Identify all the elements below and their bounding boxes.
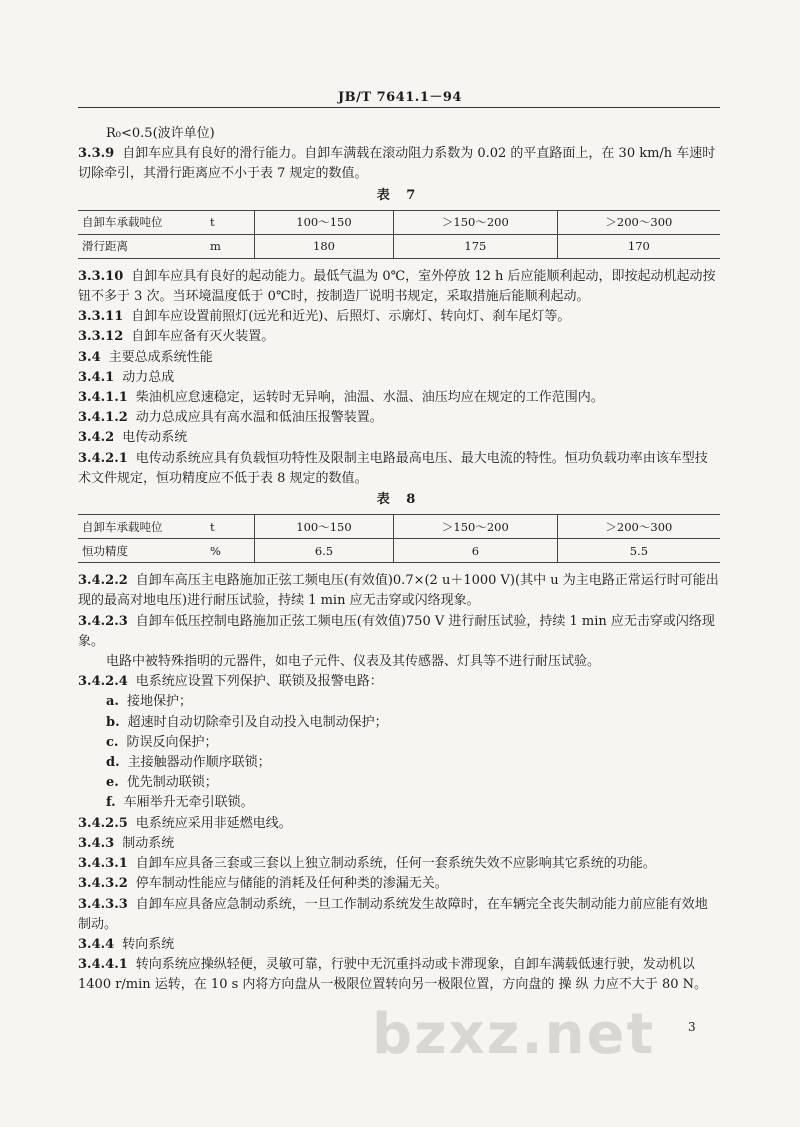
clause-number: 3.4.3.2	[78, 876, 128, 892]
row-label: 恒功精度	[78, 539, 206, 563]
standard-code-header: JB/T 7641.1－94	[338, 90, 462, 105]
clause-number: 3.4.4	[78, 936, 115, 952]
clause-number: 3.3.9	[78, 146, 115, 162]
table-cell: ＞150～200	[393, 515, 557, 539]
clause-paragraph	[78, 571, 720, 611]
row-label: 自卸车承载吨位	[78, 210, 206, 234]
table-cell: 100～150	[255, 210, 394, 234]
clause-text: R₀<0.5(波许单位)	[106, 126, 215, 141]
clause-text: 自卸车应具备应急制动系统，一旦工作制动系统发生故障时，在车辆完全丧失制动能力前应能有效地制动。	[78, 896, 708, 932]
clause-text: 自卸车应具备三套或三套以上独立制动系统，任何一套系统失效不应影响其它系统的功能。	[135, 856, 656, 872]
clause-text: 柴油机应怠速稳定，运转时无异响，油温、水温、油压均应在规定的工作范围内。	[135, 390, 604, 406]
list-item	[78, 713, 720, 733]
list-item	[78, 692, 720, 712]
clause-text: 自卸车应备有灭火装置。	[131, 329, 275, 345]
page-number: 3	[688, 1020, 696, 1034]
clause-paragraph	[78, 428, 720, 448]
clause-number: a.	[106, 694, 119, 710]
clause-text: 停车制动性能应与储能的消耗及任何种类的渗漏无关。	[135, 876, 448, 892]
clause-number: c.	[106, 734, 119, 750]
table-cell: 6	[393, 539, 557, 563]
document-body	[78, 124, 720, 996]
clause-text: 电路中被特殊指明的元器件，如电子元件、仪表及其传感器、灯具等不进行耐压试验。	[106, 654, 601, 670]
clause-paragraph	[78, 672, 720, 692]
clause-text: 防误反向保护；	[126, 734, 218, 750]
clause-number: 3.3.10	[78, 268, 124, 284]
table-title: 表 7	[376, 187, 422, 203]
clause-text: 转向系统	[122, 936, 175, 952]
clause-number: 3.4.4.1	[78, 957, 128, 973]
clause-number: 3.4.2.4	[78, 674, 128, 690]
clause-number: 3.4.2.3	[78, 613, 128, 629]
clause-number: 3.4.1.1	[78, 390, 128, 406]
clause-number: 3.3.11	[78, 309, 124, 325]
clause-paragraph	[78, 267, 720, 307]
clause-paragraph	[78, 854, 720, 874]
clause-number: 3.4.1	[78, 369, 115, 385]
data-table	[78, 514, 720, 563]
clause-number: 3.4.3.3	[78, 896, 128, 912]
table-cell: ＞150～200	[393, 210, 557, 234]
clause-paragraph	[78, 814, 720, 834]
clause-number: 3.4.2.2	[78, 573, 128, 589]
table-cell: 5.5	[557, 539, 720, 563]
clause-text: 自卸车低压控制电路施加正弦工频电压(有效值)750 V 进行耐压试验，持续 1 min 应无击穿或闪络现象。	[78, 613, 715, 649]
clause-text: 动力总成	[122, 369, 175, 385]
row-label: 自卸车承载吨位	[78, 515, 206, 539]
row-unit: t	[206, 210, 255, 234]
clause-paragraph	[78, 368, 720, 388]
list-item	[78, 793, 720, 813]
list-item	[78, 773, 720, 793]
clause-paragraph	[78, 144, 720, 184]
header-rule	[78, 107, 720, 108]
clause-text: 转向系统应操纵轻便，灵敏可靠，行驶中无沉重抖动或卡滞现象，自卸车满载低速行驶，发动机以 1400 r/min 运转，在 10 s 内将方向盘从一极限位置转向另一极限位置，方向盘的 操 纵 力应不大于 80 N。	[78, 957, 707, 993]
table-title: 表 8	[376, 492, 422, 508]
clause-number: 3.3.12	[78, 329, 124, 345]
clause-number: 3.4	[78, 349, 101, 365]
table-row	[78, 539, 720, 563]
table-cell: 6.5	[255, 539, 394, 563]
clause-number: 3.4.2.5	[78, 815, 128, 831]
table-cell: 175	[393, 234, 557, 258]
clause-text: 自卸车应具有良好的滑行能力。自卸车满载在滚动阻力系数为 0.02 的平直路面上，在 30 km/h 车速时切除牵引，其滑行距离应不小于表 7 规定的数值。	[78, 146, 716, 182]
clause-text: 制动系统	[122, 835, 175, 851]
clause-text: 电系统应设置下列保护、联锁及报警电路：	[135, 674, 383, 690]
clause-text: 接地保护；	[126, 694, 192, 710]
clause-number: e.	[106, 775, 119, 791]
clause-paragraph	[78, 612, 720, 652]
clause-number: 3.4.2.1	[78, 450, 128, 466]
clause-text: 自卸车高压主电路施加正弦工频电压(有效值)0.7×(2 u＋1000 V)(其中 u 为主电路正常运行时可能出现的最高对地电压)进行耐压试验，持续 1 min 应无击穿或闪络现象。	[78, 573, 719, 609]
table-row	[78, 210, 720, 234]
clause-paragraph	[78, 449, 720, 489]
clause-number: 3.4.2	[78, 430, 115, 446]
clause-paragraph	[78, 348, 720, 368]
clause-text: 电传动系统应具有负载恒功特性及限制主电路最高电压、最大电流的特性。恒功负载功率由该车型技术文件规定，恒功精度应不低于表 8 规定的数值。	[78, 450, 708, 486]
clause-text: 自卸车应设置前照灯(远光和近光)、后照灯、示廓灯、转向灯、刹车尾灯等。	[131, 309, 571, 325]
table-cell: 180	[255, 234, 394, 258]
clause-paragraph	[78, 935, 720, 955]
table-cell: ＞200～300	[557, 210, 720, 234]
clause-number: 3.4.1.2	[78, 410, 128, 426]
clause-text: 主要总成系统性能	[108, 349, 213, 365]
clause-paragraph	[78, 408, 720, 428]
data-table	[78, 210, 720, 259]
clause-paragraph	[78, 895, 720, 935]
clause-paragraph	[78, 307, 720, 327]
clause-text: 电系统应采用非延燃电线。	[135, 815, 292, 831]
clause-paragraph	[78, 955, 720, 995]
clause-number: 3.4.3.1	[78, 856, 128, 872]
clause-paragraph	[78, 388, 720, 408]
row-label: 滑行距离	[78, 234, 206, 258]
clause-paragraph	[78, 652, 720, 672]
clause-paragraph	[78, 874, 720, 894]
clause-text: 车厢举升无牵引联锁。	[123, 795, 254, 811]
row-unit: t	[206, 515, 255, 539]
clause-text: 主接触器动作顺序联锁；	[127, 755, 271, 771]
row-unit: %	[206, 539, 255, 563]
clause-paragraph	[78, 327, 720, 347]
table-cell: 100～150	[255, 515, 394, 539]
clause-text: 电传动系统	[122, 430, 188, 446]
clause-text: 动力总成应具有高水温和低油压报警装置。	[135, 410, 383, 426]
clause-paragraph	[78, 124, 720, 144]
clause-number: 3.4.3	[78, 835, 115, 851]
clause-text: 自卸车应具有良好的起动能力。最低气温为 0℃，室外停放 12 h 后应能顺利起动，即按起动机起动按钮不多于 3 次。当环境温度低于 0℃时，按制造厂说明书规定，采取措施后能顺利起动。	[78, 268, 716, 305]
clause-text: 优先制动联锁；	[126, 775, 218, 791]
watermark: bzxz.net	[372, 1002, 656, 1067]
clause-number: f.	[106, 795, 116, 811]
clause-number: b.	[106, 714, 120, 730]
list-item	[78, 753, 720, 773]
list-item	[78, 733, 720, 753]
table-row	[78, 234, 720, 258]
table-cell: ＞200～300	[557, 515, 720, 539]
clause-text: 超速时自动切除牵引及自动投入电制动保护；	[127, 714, 388, 730]
clause-paragraph	[78, 834, 720, 854]
table-cell: 170	[557, 234, 720, 258]
table-row	[78, 515, 720, 539]
row-unit: m	[206, 234, 255, 258]
clause-number: d.	[106, 755, 120, 771]
